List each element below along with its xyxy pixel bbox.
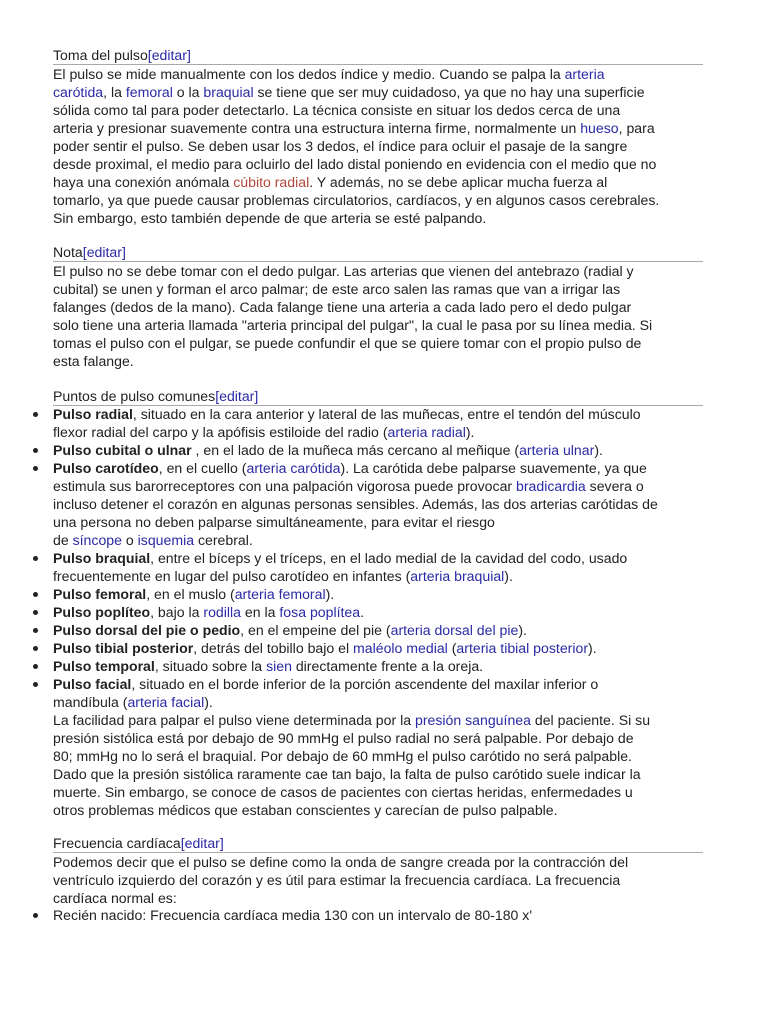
- text-line: mandíbula (arteria facial).: [53, 694, 213, 710]
- wiki-link[interactable]: rodilla: [203, 604, 241, 620]
- text-line: carótida, la femoral o la braquial se tiene que ser muy cuidadoso, ya que no hay una superficie: [53, 84, 645, 100]
- wiki-link[interactable]: hueso: [580, 120, 619, 136]
- wiki-link[interactable]: arteria carótida: [246, 460, 341, 476]
- text-line: tomarlo, ya que puede causar problemas circulatorios, cardíacos, y en algunos casos cerebrales.: [53, 192, 660, 208]
- list-item: [53, 639, 713, 657]
- pulse-name: Pulso temporal: [53, 658, 155, 674]
- text-line: Pulso radial, situado en la cara anterior y lateral de las muñecas, entre el tendón del músculo: [53, 406, 641, 422]
- wiki-link[interactable]: arteria ulnar: [519, 442, 595, 458]
- wiki-link[interactable]: arteria dorsal del pie: [390, 622, 519, 638]
- text-line: Pulso braquial, entre el bíceps y el tríceps, en el lado medial de la cavidad del codo, usado: [53, 550, 628, 566]
- wiki-link[interactable]: arteria femoral: [234, 586, 326, 602]
- text-line: otros problemas médicos que estaban conscientes y carecían de pulso palpable.: [53, 802, 558, 818]
- pulse-points-list: [53, 405, 713, 819]
- wiki-link[interactable]: sien: [266, 658, 292, 674]
- wiki-link[interactable]: arteria: [564, 66, 605, 82]
- list-item: [53, 585, 713, 603]
- text-line: solo tiene una arteria llamada "arteria principal del pulgar", la cual le pasa por su línea media. Si: [53, 317, 653, 333]
- wiki-link[interactable]: presión sanguínea: [414, 712, 531, 728]
- wiki-link[interactable]: arteria facial: [127, 694, 205, 710]
- heading-title: Frecuencia cardíaca: [53, 835, 181, 851]
- missing-article-link[interactable]: cúbito radial: [233, 174, 310, 190]
- pulse-name: Pulso braquial: [53, 550, 151, 566]
- paragraph: [53, 853, 703, 907]
- list-item: [53, 621, 713, 639]
- text-line: Pulso dorsal del pie o pedio, en el empeine del pie (arteria dorsal del pie).: [53, 622, 527, 638]
- heart-rate-list: [53, 906, 713, 924]
- list-item: [53, 405, 713, 441]
- heading-title: Nota: [53, 244, 83, 260]
- pulse-name: Pulso femoral: [53, 586, 147, 602]
- pulse-name: Pulso cubital o ulnar: [53, 442, 192, 458]
- text-line: falanges (dedos de la mano). Cada falange tiene una arteria a cada lado pero el dedo pulgar: [53, 299, 632, 315]
- wiki-link[interactable]: bradicardia: [516, 478, 586, 494]
- wiki-link[interactable]: fosa poplítea: [279, 604, 361, 620]
- text-line: El pulso se mide manualmente con los dedos índice y medio. Cuando se palpa la arteria: [53, 66, 605, 82]
- text-line: desde proximal, el medio para ocluirlo del lado distal poniendo en evidencia con el medio que no: [53, 156, 657, 172]
- list-item: [53, 603, 713, 621]
- text-line: haya una conexión anómala cúbito radial. Y además, no se debe aplicar mucha fuerza al: [53, 174, 608, 190]
- wiki-link[interactable]: arteria radial: [387, 424, 466, 440]
- text-line: esta falange.: [53, 353, 134, 369]
- text-line: ventrículo izquierdo del corazón y es útil para estimar la frecuencia cardíaca. La frecuencia: [53, 872, 621, 888]
- text-line: La facilidad para palpar el pulso viene determinada por la presión sanguínea del paciente. Si su: [53, 712, 651, 728]
- section-heading: [53, 834, 703, 853]
- section-toma-del-pulso: [53, 46, 703, 227]
- paragraph: [53, 262, 703, 370]
- text-line: Pulso tibial posterior, detrás del tobillo bajo el maléolo medial (arteria tibial posterior).: [53, 640, 597, 656]
- section-heading: [53, 387, 703, 406]
- text-line: Pulso temporal, situado sobre la sien directamente frente a la oreja.: [53, 658, 484, 674]
- text-line: Dado que la presión sistólica raramente cae tan bajo, la falta de pulso carótido suele indicar la: [53, 766, 641, 782]
- list-item: [53, 549, 713, 585]
- text-line: sólida como tal para poder detectarlo. La técnica consiste en situar los dedos cerca de una: [53, 102, 621, 118]
- edit-link[interactable]: [editar]: [180, 835, 224, 851]
- pulse-name: Pulso radial: [53, 406, 133, 422]
- text-line: Recién nacido: Frecuencia cardíaca media 130 con un intervalo de 80-180 x': [53, 907, 533, 923]
- wiki-link[interactable]: arteria braquial: [410, 568, 505, 584]
- text-line: incluso detener el corazón en algunas personas sensibles. Además, las dos arterias carótidas de: [53, 496, 658, 512]
- section-heading: [53, 46, 703, 65]
- text-line: Pulso cubital o ulnar , en el lado de la muñeca más cercano al meñique (arteria ulnar).: [53, 442, 603, 458]
- list-item: [53, 675, 713, 711]
- list-item: [53, 459, 713, 549]
- edit-link[interactable]: [editar]: [147, 47, 191, 63]
- text-line: cardíaca normal es:: [53, 890, 177, 906]
- pulse-name: Pulso dorsal del pie o pedio: [53, 622, 241, 638]
- text-line: tomas el pulso con el pulgar, se puede confundir el que se quiere tomar con el propio pulso de: [53, 335, 642, 351]
- list-item: [53, 906, 713, 924]
- text-line: frecuentemente en lugar del pulso carotídeo en infantes (arteria braquial).: [53, 568, 513, 584]
- section-frecuencia-cardiaca: [53, 834, 703, 907]
- section-nota: [53, 243, 703, 370]
- text-line: de síncope o isquemia cerebral.: [53, 532, 253, 548]
- text-line: El pulso no se debe tomar con el dedo pulgar. Las arterias que vienen del antebrazo (radial y: [53, 263, 634, 279]
- section-puntos-de-pulso: [53, 387, 703, 406]
- edit-link[interactable]: [editar]: [82, 244, 126, 260]
- pulse-name: Pulso tibial posterior: [53, 640, 194, 656]
- text-line: arteria y presionar suavemente contra una estructura interna firme, normalmente un hueso, para: [53, 120, 655, 136]
- text-line: poder sentir el pulso. Se deben usar los 3 dedos, el índice para ocluir el pasaje de la sangre: [53, 138, 628, 154]
- wiki-link[interactable]: arteria tibial posterior: [456, 640, 589, 656]
- text-line: una persona no deben palparse simultáneamente, para evitar el riesgo: [53, 514, 495, 530]
- text-line: Pulso facial, situado en el borde inferior de la porción ascendente del maxilar inferior o: [53, 676, 599, 692]
- text-line: Pulso carotídeo, en el cuello (arteria carótida). La carótida debe palparse suavemente, ya que: [53, 460, 647, 476]
- text-line: flexor radial del carpo y la apófisis estiloide del radio (arteria radial).: [53, 424, 475, 440]
- wiki-link[interactable]: síncope: [72, 532, 122, 548]
- edit-link[interactable]: [editar]: [215, 388, 259, 404]
- list-item: [53, 441, 713, 459]
- text-line: 80; mmHg no lo será el braquial. Por debajo de 60 mmHg el pulso carótido no será palpable.: [53, 748, 632, 764]
- list-item: [53, 657, 713, 675]
- paragraph: [53, 65, 703, 227]
- text-line: Pulso poplíteo, bajo la rodilla en la fosa poplítea.: [53, 604, 365, 620]
- heading-title: Puntos de pulso comunes: [53, 388, 216, 404]
- text-line: cubital) se unen y forman el arco palmar; de este arco salen las ramas que van a irrigar las: [53, 281, 621, 297]
- text-line: Podemos decir que el pulso se define como la onda de sangre creada por la contracción del: [53, 854, 629, 870]
- pulse-name: Pulso poplíteo: [53, 604, 151, 620]
- wiki-link[interactable]: braquial: [203, 84, 254, 100]
- text-line: estimula sus barorreceptores con una palpación vigorosa puede provocar bradicardia severa o: [53, 478, 644, 494]
- list-continuation: [53, 711, 713, 819]
- text-line: muerte. Sin embargo, se conoce de casos de pacientes con ciertas heridas, enfermedades u: [53, 784, 633, 800]
- heading-title: Toma del pulso: [53, 47, 148, 63]
- wiki-link[interactable]: maléolo medial: [353, 640, 448, 656]
- wiki-link[interactable]: carótida: [53, 84, 104, 100]
- section-heading: [53, 243, 703, 262]
- text-line: Sin embargo, esto también depende de que arteria se esté palpando.: [53, 210, 487, 226]
- pulse-name: Pulso carotídeo: [53, 460, 159, 476]
- wiki-link[interactable]: femoral: [125, 84, 173, 100]
- wiki-link[interactable]: isquemia: [137, 532, 195, 548]
- text-line: Pulso femoral, en el muslo (arteria femoral).: [53, 586, 335, 602]
- text-line: presión sistólica está por debajo de 90 mmHg el pulso radial no será palpable. Por debajo de: [53, 730, 634, 746]
- pulse-name: Pulso facial: [53, 676, 132, 692]
